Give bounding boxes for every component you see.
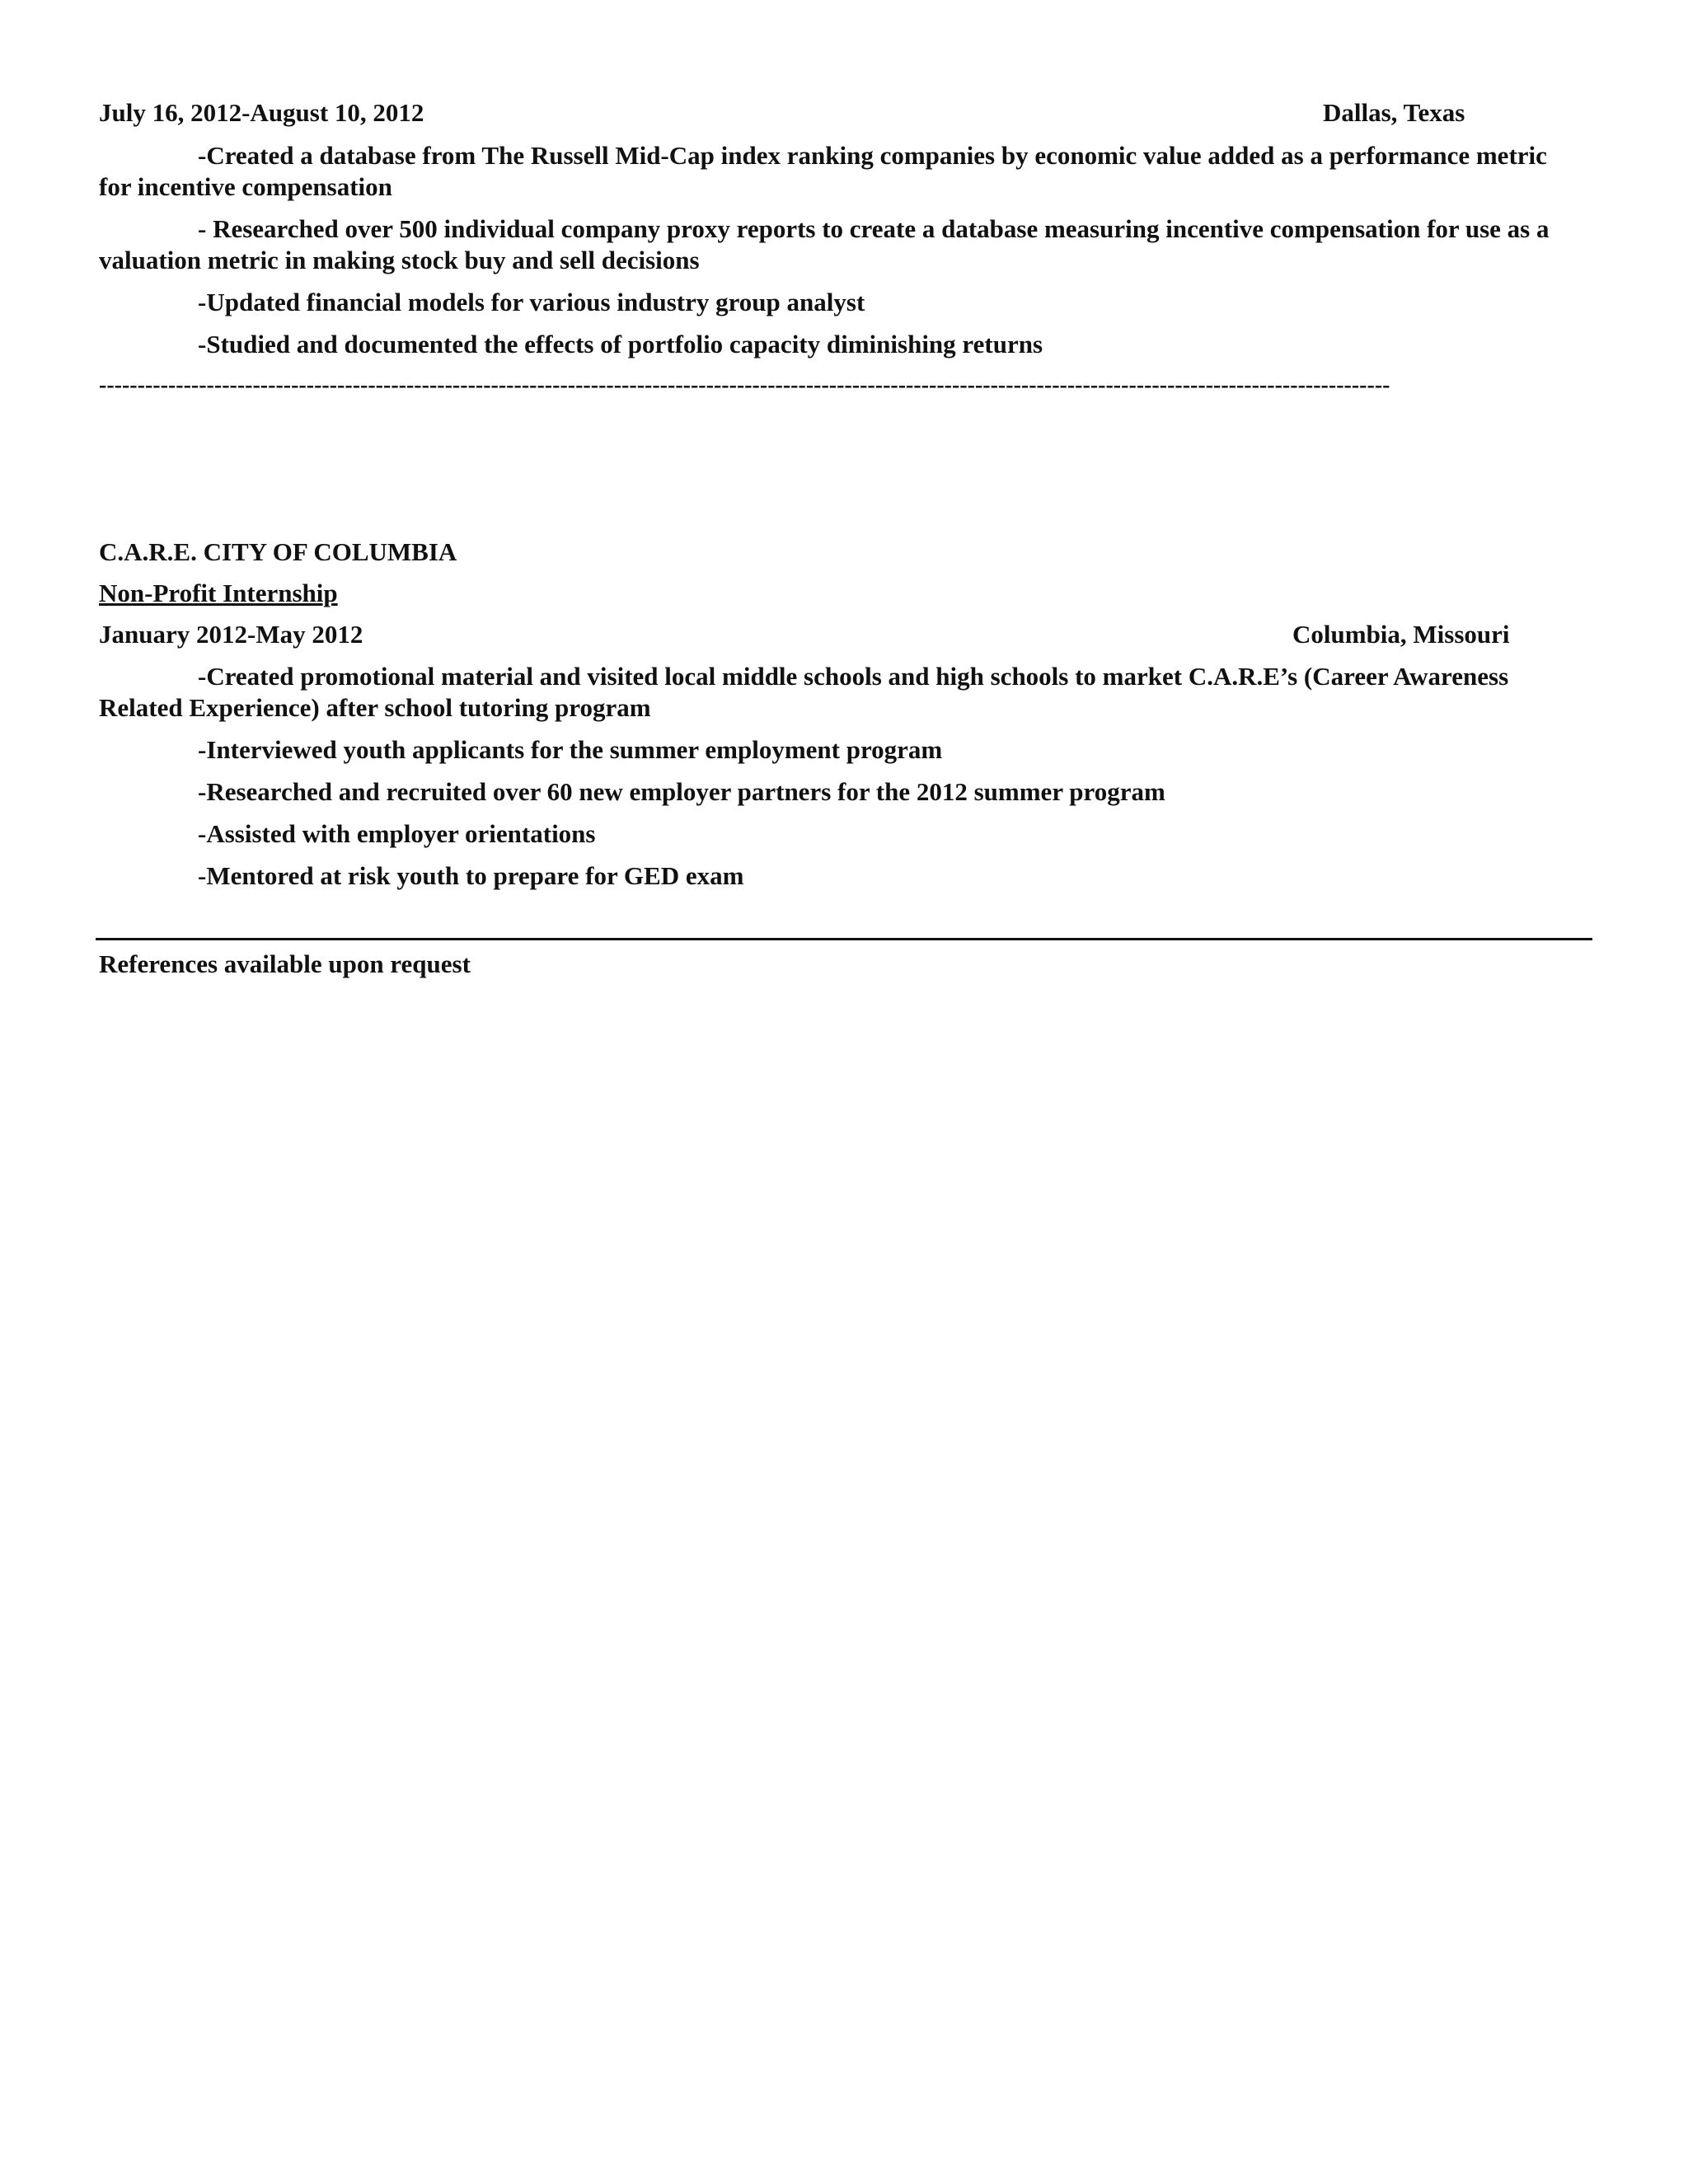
job2-header-row [99,619,1582,650]
job1-dates: July 16, 2012-August 10, 2012 [99,98,424,127]
job1-bullet-4: -Studied and documented the effects of portfolio capacity diminishing returns [198,330,1043,359]
job2-bullet-2: -Interviewed youth applicants for the summer employment program [198,735,943,764]
job2-role: Non-Profit Internship [99,579,338,607]
job2-bullet-4: -Assisted with employer orientations [198,819,596,848]
job1-header-row [99,97,1582,129]
job2-organization: C.A.R.E. CITY OF COLUMBIA [99,537,457,566]
dashed-separator: ------------------------------------------------------------------------------------------------------------------------------------------------------------------------ [99,373,1390,398]
job2-bullet-1: -Created promotional material and visited local middle schools and high schools to market C.A.R.E’s (Career Awareness Related Experience) after school tutoring program [99,662,1509,722]
job2-section [99,537,1582,892]
job2-bullet-3: -Researched and recruited over 60 new employer partners for the 2012 summer program [198,777,1165,806]
horizontal-rule [96,938,1592,940]
job2-dates: January 2012-May 2012 [99,620,363,649]
job2-bullet-5: -Mentored at risk youth to prepare for GED exam [198,861,744,890]
job1-bullet-3: -Updated financial models for various industry group analyst [198,288,865,316]
job2-location: Columbia, Missouri [1292,620,1510,649]
job1-location: Dallas, Texas [1323,98,1465,127]
job1-bullet-2: - Researched over 500 individual company proxy reports to create a database measuring incentive compensation for use as a valuation metric in making stock buy and sell decisions [99,214,1550,274]
job1-section [99,97,1582,360]
references-note: References available upon request [99,949,471,978]
job1-bullet-1: -Created a database from The Russell Mid-Cap index ranking companies by economic value added as a performance metric for incentive compensation [99,141,1547,201]
